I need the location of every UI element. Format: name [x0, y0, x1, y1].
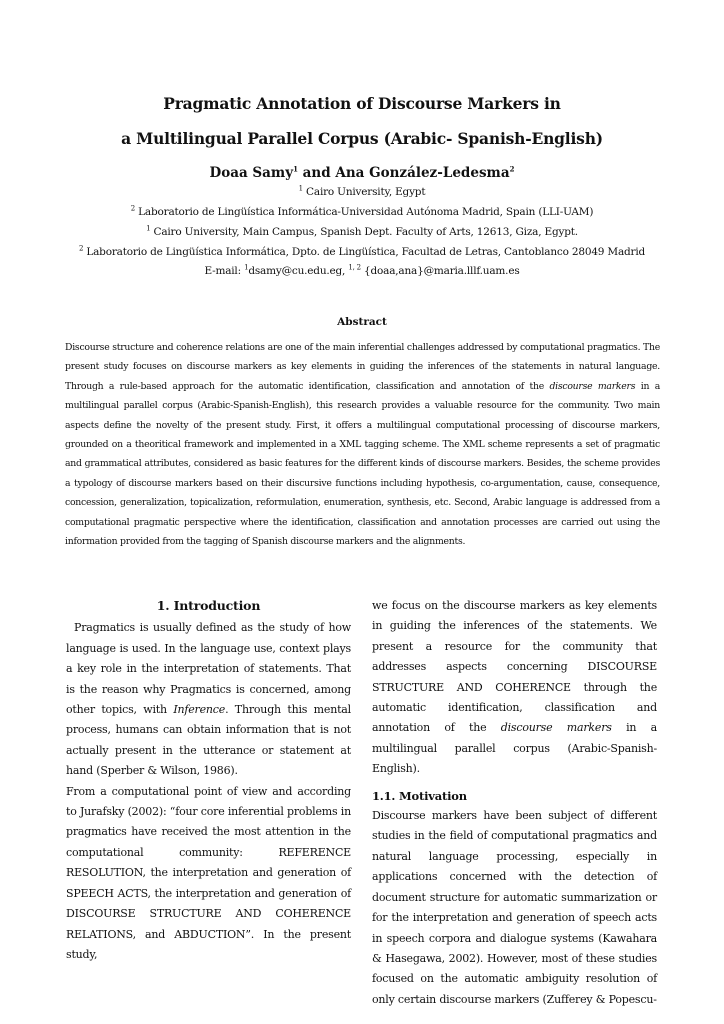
- affiliation-4: $^2$ Laboratorio de Lingüística Informática, Dpto. de Lingüística, Facultad de Letras, Cantoblanco 28049 Madrid: [78, 244, 646, 258]
- abstract-heading: Abstract: [337, 316, 387, 328]
- author-2-sup: 2: [509, 164, 515, 174]
- paper-title-line-2: a Multilingual Parallel Corpus (Arabic- Spanish-English): [121, 129, 603, 148]
- author-joiner: and: [297, 165, 336, 181]
- abstract-body: Discourse structure and coherence relations are one of the main inferential challenges addressed by computational pragmatics. The present study focuses on discourse markers as key elements in guiding the inferences of the statements in natural language. Through a rule-based approach for the automatic identification, classification and annotation of the discourse markers in a multilingual parallel corpus (Arabic-Spanish-English), this research provides a valuable resource for the community. Two main aspects define the novelty of the present study. First, it offers a multilingual computational processing of discourse markers, grounded on a theoritical framework and implemented in a XML tagging scheme. The XML scheme represents a set of pragmatic and grammatical attributes, considered as basic features for the different kinds of discourse markers. Besides, the scheme provides a typology of discourse markers based on their discursive functions including hypothesis, co-argumentation, cause, consequence, concession, generalization, topicalization, reformulation, enumeration, synthesis, etc. Second, Arabic language is addressed from a computational pragmatic perspective where the identification, classification and annotation processes are carried out using the information provided from the tagging of Spanish discourse markers and the alignments.: [65, 342, 660, 548]
- subsection-heading-motivation: 1.1. Motivation: [372, 788, 467, 803]
- email-line: E-mail: $^1$dsamy@cu.edu.eg, $^{1, 2}$ {doaa,ana}@maria.lllf.uam.es: [204, 263, 520, 277]
- paper-title-line-1: Pragmatic Annotation of Discourse Markers in: [163, 94, 561, 113]
- affiliation-2: $^2$ Laboratorio de Lingüística Informática-Universidad Autónoma Madrid, Spain (LLI-UAM): [130, 204, 594, 218]
- motivation-paragraph-1: Discourse markers have been subject of different studies in the field of computational pragmatics and natural language processing, especially in applications concerned with the detection of document structure for automatic summarization or for the interpretation and generation of speech acts in speech corpora and dialogue systems (Kawahara & Hasegawa, 2002). However, most of these studies focused on the automatic ambiguity resolution of only certain discourse markers (Zufferey & Popescu-: [372, 809, 657, 1006]
- author-2: Ana González-Ledesma: [335, 165, 510, 181]
- left-column: [66, 596, 351, 965]
- email-address-2[interactable]: {doaa,ana}@maria.lllf.uam.es: [360, 265, 520, 277]
- section-heading-introduction: 1. Introduction: [156, 598, 261, 613]
- author-1: Doaa Samy: [209, 165, 294, 181]
- intro-paragraph-2: From a computational point of view and according to Jurafsky (2002): “four core inferential problems in pragmatics have received the most attention in the computational community: REFERENCE RESOLUTION, the interpretation and generation of SPEECH ACTS, the interpretation and generation of DISCOURSE STRUCTURE AND COHERENCE RELATIONS, and ABDUCTION”. In the present study,: [66, 784, 351, 961]
- intro-paragraph-1: Pragmatics is usually defined as the study of how language is used. In the language use, context plays a key role in the interpretation of statements. That is the reason why Pragmatics is concerned, among other topics, with Inference. Through this mental process, humans can obtain information that is not actually present in the utterance or statement at hand (Sperber & Wilson, 1986).: [66, 621, 351, 778]
- intro-paragraph-3: we focus on the discourse markers as key elements in guiding the inferences of the statements. We present a resource for the community that addresses aspects concerning DISCOURSE STRUCTURE AND COHERENCE through the automatic identification, classification and annotation of the discourse markers in a multilingual parallel corpus (Arabic-Spanish-English).: [372, 599, 657, 776]
- author-1-sup: 1: [293, 164, 298, 174]
- right-column: [372, 596, 657, 1010]
- email-address-1[interactable]: dsamy@cu.edu.eg,: [248, 265, 349, 277]
- author-line: [0, 165, 724, 181]
- affiliation-1: $^1$ Cairo University, Egypt: [298, 184, 426, 198]
- affiliation-3: $^1$ Cairo University, Main Campus, Spanish Dept. Faculty of Arts, 12613, Giza, Egypt.: [146, 224, 578, 238]
